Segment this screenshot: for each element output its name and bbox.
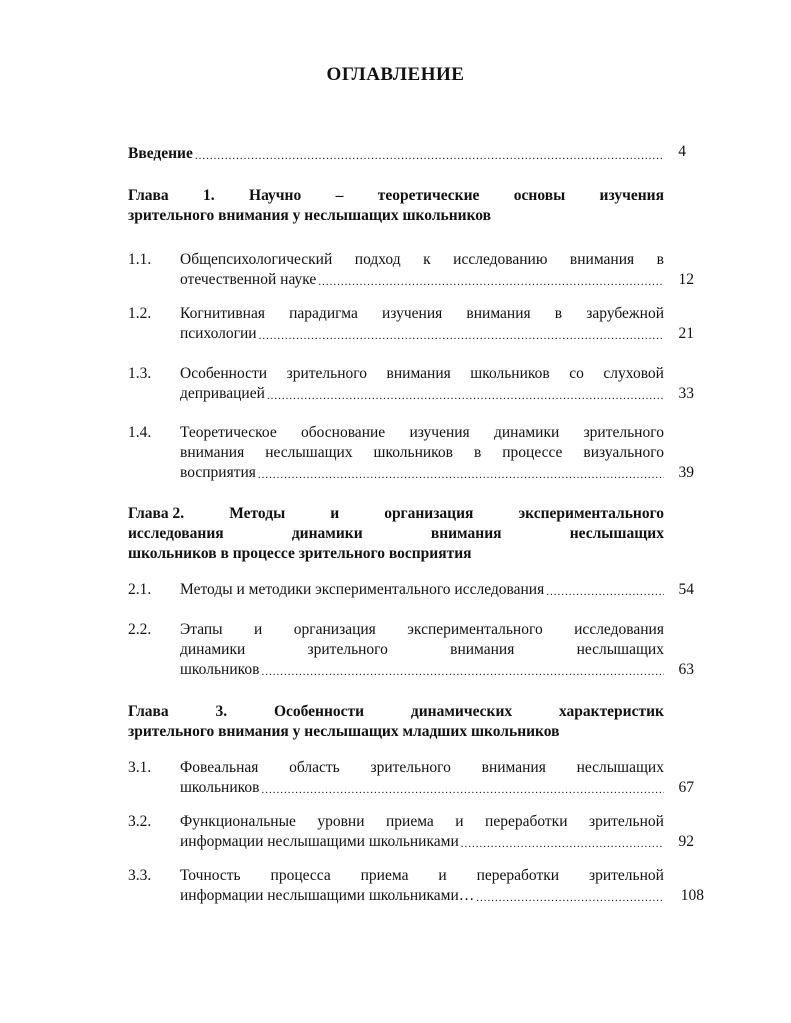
section-number: 1.2.	[128, 305, 152, 322]
toc-text-word: зрительного	[286, 365, 367, 382]
section-title	[180, 580, 664, 600]
toc-text-word: процессе	[502, 444, 563, 461]
toc-text-word: и	[455, 813, 464, 830]
toc-text-word: со	[569, 365, 584, 382]
toc-text-word: изучения	[599, 187, 664, 204]
toc-text-word: зрительного	[307, 641, 388, 658]
toc-text-word: Глава	[128, 703, 169, 720]
toc-text-word: Когнитивная	[180, 305, 265, 322]
toc-text-word: 1.	[203, 187, 215, 204]
section-number: 3.2.	[128, 813, 152, 830]
toc-text-word: экспериментального	[518, 505, 664, 522]
toc-text-word: динамических	[410, 703, 513, 720]
section-number: 3.1.	[128, 759, 152, 776]
toc-text-word: Этапы	[180, 621, 223, 638]
leader-dots	[259, 324, 664, 344]
toc-text-word: зрительного	[370, 759, 451, 776]
leader-dots	[261, 660, 664, 680]
toc-text-word: школьников	[373, 444, 453, 461]
toc-text-word: Методы и методики экспериментального исследования	[180, 581, 545, 598]
toc-text-word: изучения	[382, 305, 443, 322]
toc-text-word: приема	[360, 867, 409, 884]
toc-entry-chapter[interactable]	[128, 504, 664, 564]
toc-text-word: зарубежной	[586, 305, 664, 322]
toc-text-word: обоснование	[301, 424, 386, 441]
toc-text-word: и	[438, 867, 447, 884]
toc-text-word: Точность	[180, 867, 241, 884]
toc-text-word: исследования	[574, 621, 664, 638]
toc-text-word: динамики	[180, 641, 246, 658]
toc-text-word: экспериментального	[407, 621, 543, 638]
toc-text-word: Глава	[128, 187, 169, 204]
toc-entry-chapter[interactable]	[128, 186, 664, 226]
toc-text-word: область	[289, 759, 340, 776]
toc-text-word: информации неслышащими школьниками…	[180, 887, 475, 904]
toc-text-word: школьников в процессе зрительного восприятия	[128, 545, 472, 562]
toc-text-word: Общепсихологический	[180, 251, 333, 268]
toc-text-word: визуального	[583, 444, 664, 461]
intro-page-number: 4	[678, 143, 686, 160]
section-number: 1.1.	[128, 251, 152, 268]
toc-text-word: Фовеальная	[180, 759, 259, 776]
toc-text-word: внимания	[450, 641, 515, 658]
section-page-number: 63	[678, 661, 694, 678]
toc-text-word: динамики	[493, 424, 560, 441]
toc-text-word: подход	[354, 251, 401, 268]
toc-text-word: внимания	[481, 759, 546, 776]
toc-text-word: в	[554, 305, 563, 322]
toc-text-word: приема	[385, 813, 434, 830]
leader-dots	[318, 270, 664, 290]
toc-text-word: зрительного внимания у неслышащих школьников	[128, 207, 492, 224]
section-number: 1.3.	[128, 365, 152, 382]
section-page-number: 39	[678, 464, 694, 481]
section-page-number: 21	[678, 325, 694, 342]
toc-text-word: парадигма	[289, 305, 358, 322]
section-page-number: 12	[678, 271, 694, 288]
toc-text-word: исследованию	[453, 251, 548, 268]
intro-label: Введение	[128, 145, 193, 162]
toc-text-word: Особенности	[273, 703, 365, 720]
toc-text-word: 3.	[215, 703, 228, 720]
section-title	[180, 758, 664, 798]
section-title	[180, 620, 664, 680]
leader-dots	[267, 384, 664, 404]
section-title	[180, 304, 664, 344]
section-page-number: 33	[678, 385, 694, 402]
toc-text-word: –	[335, 187, 344, 204]
toc-text-word: изучения	[409, 424, 470, 441]
toc-entry-chapter[interactable]	[128, 702, 664, 742]
toc-text-word: внимания	[430, 525, 502, 542]
toc-text-word: внимания	[569, 251, 635, 268]
toc-text-word: школьников	[180, 661, 260, 678]
section-title	[180, 250, 664, 290]
leader-dots	[195, 144, 664, 164]
toc-text-word: зрительного	[583, 424, 664, 441]
toc-text-word: внимания	[180, 444, 245, 461]
toc-text-word: неслышащих	[576, 641, 664, 658]
section-page-number: 54	[678, 581, 694, 598]
toc-text-word: Функциональные	[180, 813, 296, 830]
toc-text-word: внимания	[386, 365, 451, 382]
section-title	[180, 812, 664, 852]
toc-text-word: теоретические	[377, 187, 480, 204]
leader-dots	[261, 778, 664, 798]
toc-text-word: исследования	[128, 525, 224, 542]
toc-text-word: Методы	[229, 505, 286, 522]
toc-text-word: в	[473, 444, 482, 461]
toc-text-word: школьников	[180, 779, 260, 796]
toc-text-word: основы	[513, 187, 566, 204]
leader-dots	[546, 580, 664, 600]
toc-text-word: организация	[293, 621, 376, 638]
toc-text-word: и	[330, 505, 340, 522]
toc-text-word: школьников	[470, 365, 550, 382]
toc-text-word: уровни	[317, 813, 365, 830]
leader-dots	[476, 886, 664, 906]
toc-text-word: слуховой	[603, 365, 664, 382]
toc-text-word: информации неслышащими школьниками	[180, 833, 459, 850]
section-page-number: 108	[680, 887, 704, 904]
toc-text-word: в	[656, 251, 664, 268]
toc-text-word: динамики	[291, 525, 363, 542]
toc-text-word: к	[423, 251, 431, 268]
toc-text-word: и	[254, 621, 263, 638]
toc-text-word: Особенности	[180, 365, 268, 382]
toc-text-word: зрительной	[588, 813, 664, 830]
toc-text-word: восприятия	[180, 464, 256, 481]
toc-text-word: отечественной науке	[180, 271, 317, 288]
toc-text-word: неслышащих	[265, 444, 353, 461]
section-title	[180, 866, 664, 906]
toc-text-word: Глава 2.	[128, 505, 185, 522]
section-page-number: 67	[678, 779, 694, 796]
toc-text-word: зрительной	[588, 867, 664, 884]
leader-dots	[258, 463, 664, 483]
section-number: 1.4.	[128, 424, 152, 441]
section-title	[180, 364, 664, 404]
toc-text-word: процесса	[270, 867, 331, 884]
toc-text-word: неслышащих	[576, 759, 664, 776]
toc-text-word: зрительного внимания у неслышащих младших школьников	[128, 723, 560, 740]
toc-text-word: Теоретическое	[180, 424, 277, 441]
section-number: 2.2.	[128, 621, 152, 638]
toc-text-word: характеристик	[558, 703, 664, 720]
toc-text-word: переработки	[476, 867, 560, 884]
leader-dots	[461, 832, 664, 852]
toc-text-word: психологии	[180, 325, 257, 342]
toc-text-word: депривацией	[180, 385, 265, 402]
toc-text-word: внимания	[466, 305, 531, 322]
toc-entry-intro[interactable]	[128, 144, 664, 164]
section-title	[180, 423, 664, 483]
section-number: 3.3.	[128, 867, 152, 884]
section-number: 2.1.	[128, 581, 152, 598]
section-page-number: 92	[678, 833, 694, 850]
toc-text-word: переработки	[485, 813, 568, 830]
page-title: ОГЛАВЛЕНИЕ	[326, 64, 465, 85]
toc-text-word: Научно	[249, 187, 302, 204]
toc-text-word: неслышащих	[569, 525, 664, 542]
toc-text-word: организация	[384, 505, 474, 522]
